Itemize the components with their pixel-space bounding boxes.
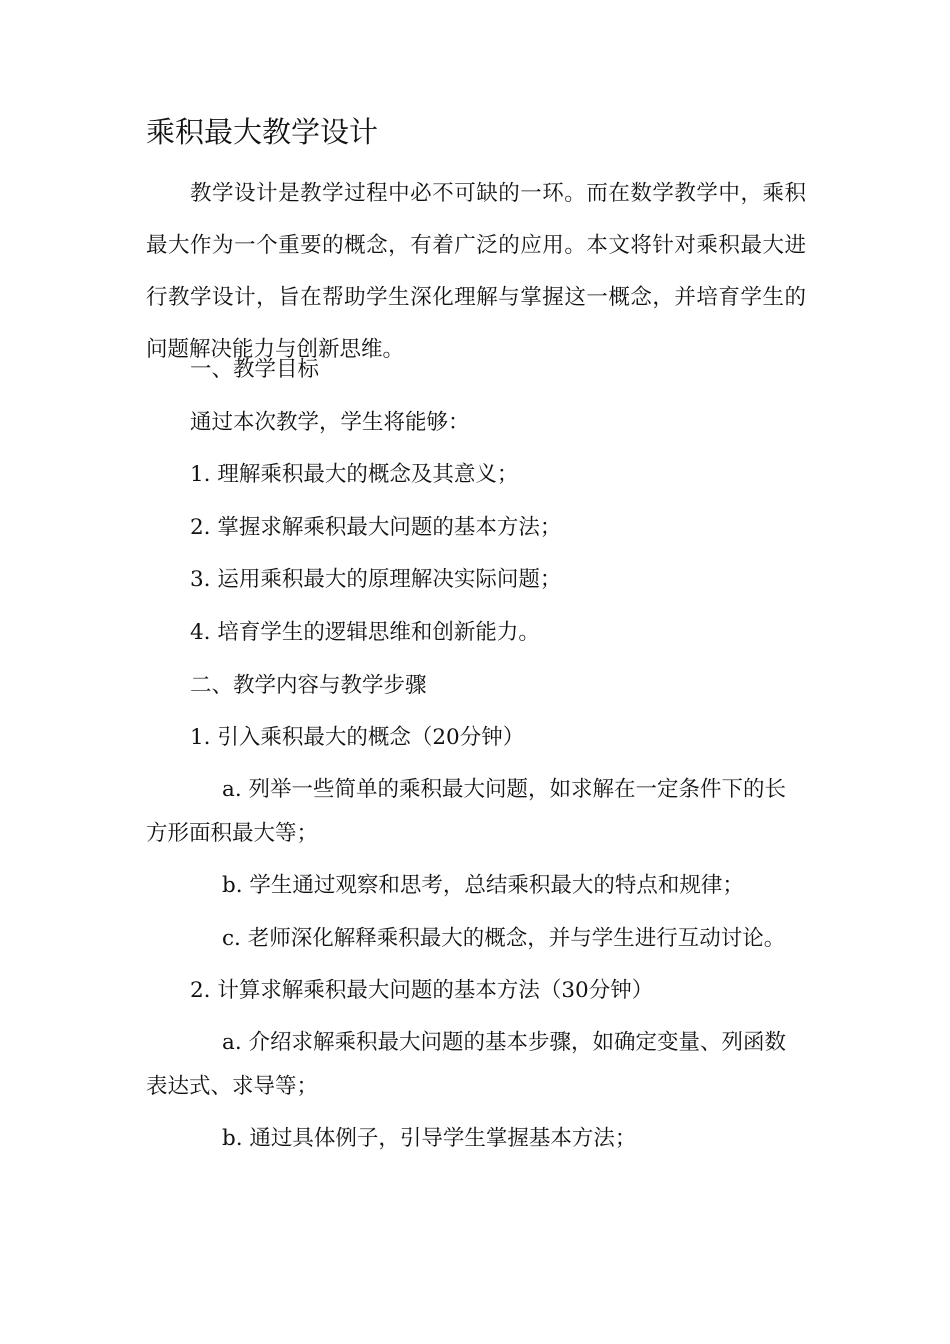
intro-paragraph: 教学设计是教学过程中必不可缺的一环。而在数学教学中，乘积最大作为一个重要的概念，有着广泛的应用。本文将针对乘积最大进行教学设计，旨在帮助学生深化理解与掌握这一概念，并培育学生的问题解决能力与创新思维。	[146, 181, 806, 362]
substep-text: a. 列举一些简单的乘积最大问题，如求解在一定条件下的长方形面积最大等；	[146, 777, 786, 846]
section-heading-goals: 一、教学目标	[190, 357, 320, 382]
step-title: 1. 引入乘积最大的概念（20分钟）	[190, 725, 525, 750]
step-substep	[146, 768, 806, 856]
step-substep: b. 通过具体例子，引导学生掌握基本方法；	[222, 1126, 637, 1151]
step-substep	[146, 1021, 806, 1109]
goal-item: 3. 运用乘积最大的原理解决实际问题；	[190, 567, 562, 592]
step-title: 2. 计算求解乘积最大问题的基本方法（30分钟）	[190, 978, 654, 1003]
section-heading-steps: 二、教学内容与教学步骤	[190, 673, 427, 698]
goals-lead: 通过本次教学，学生将能够：	[190, 410, 470, 435]
step-substep: c. 老师深化解释乘积最大的概念，并与学生进行互动讨论。	[222, 926, 786, 951]
step-substep: b. 学生通过观察和思考，总结乘积最大的特点和规律；	[222, 873, 744, 898]
document-title: 乘积最大教学设计	[146, 115, 379, 149]
goal-item: 4. 培育学生的逻辑思维和创新能力。	[190, 620, 540, 645]
goal-item: 2. 掌握求解乘积最大问题的基本方法；	[190, 515, 562, 540]
substep-text: a. 介绍求解乘积最大问题的基本步骤，如确定变量、列函数表达式、求导等；	[146, 1030, 786, 1099]
goal-item: 1. 理解乘积最大的概念及其意义；	[190, 462, 519, 487]
